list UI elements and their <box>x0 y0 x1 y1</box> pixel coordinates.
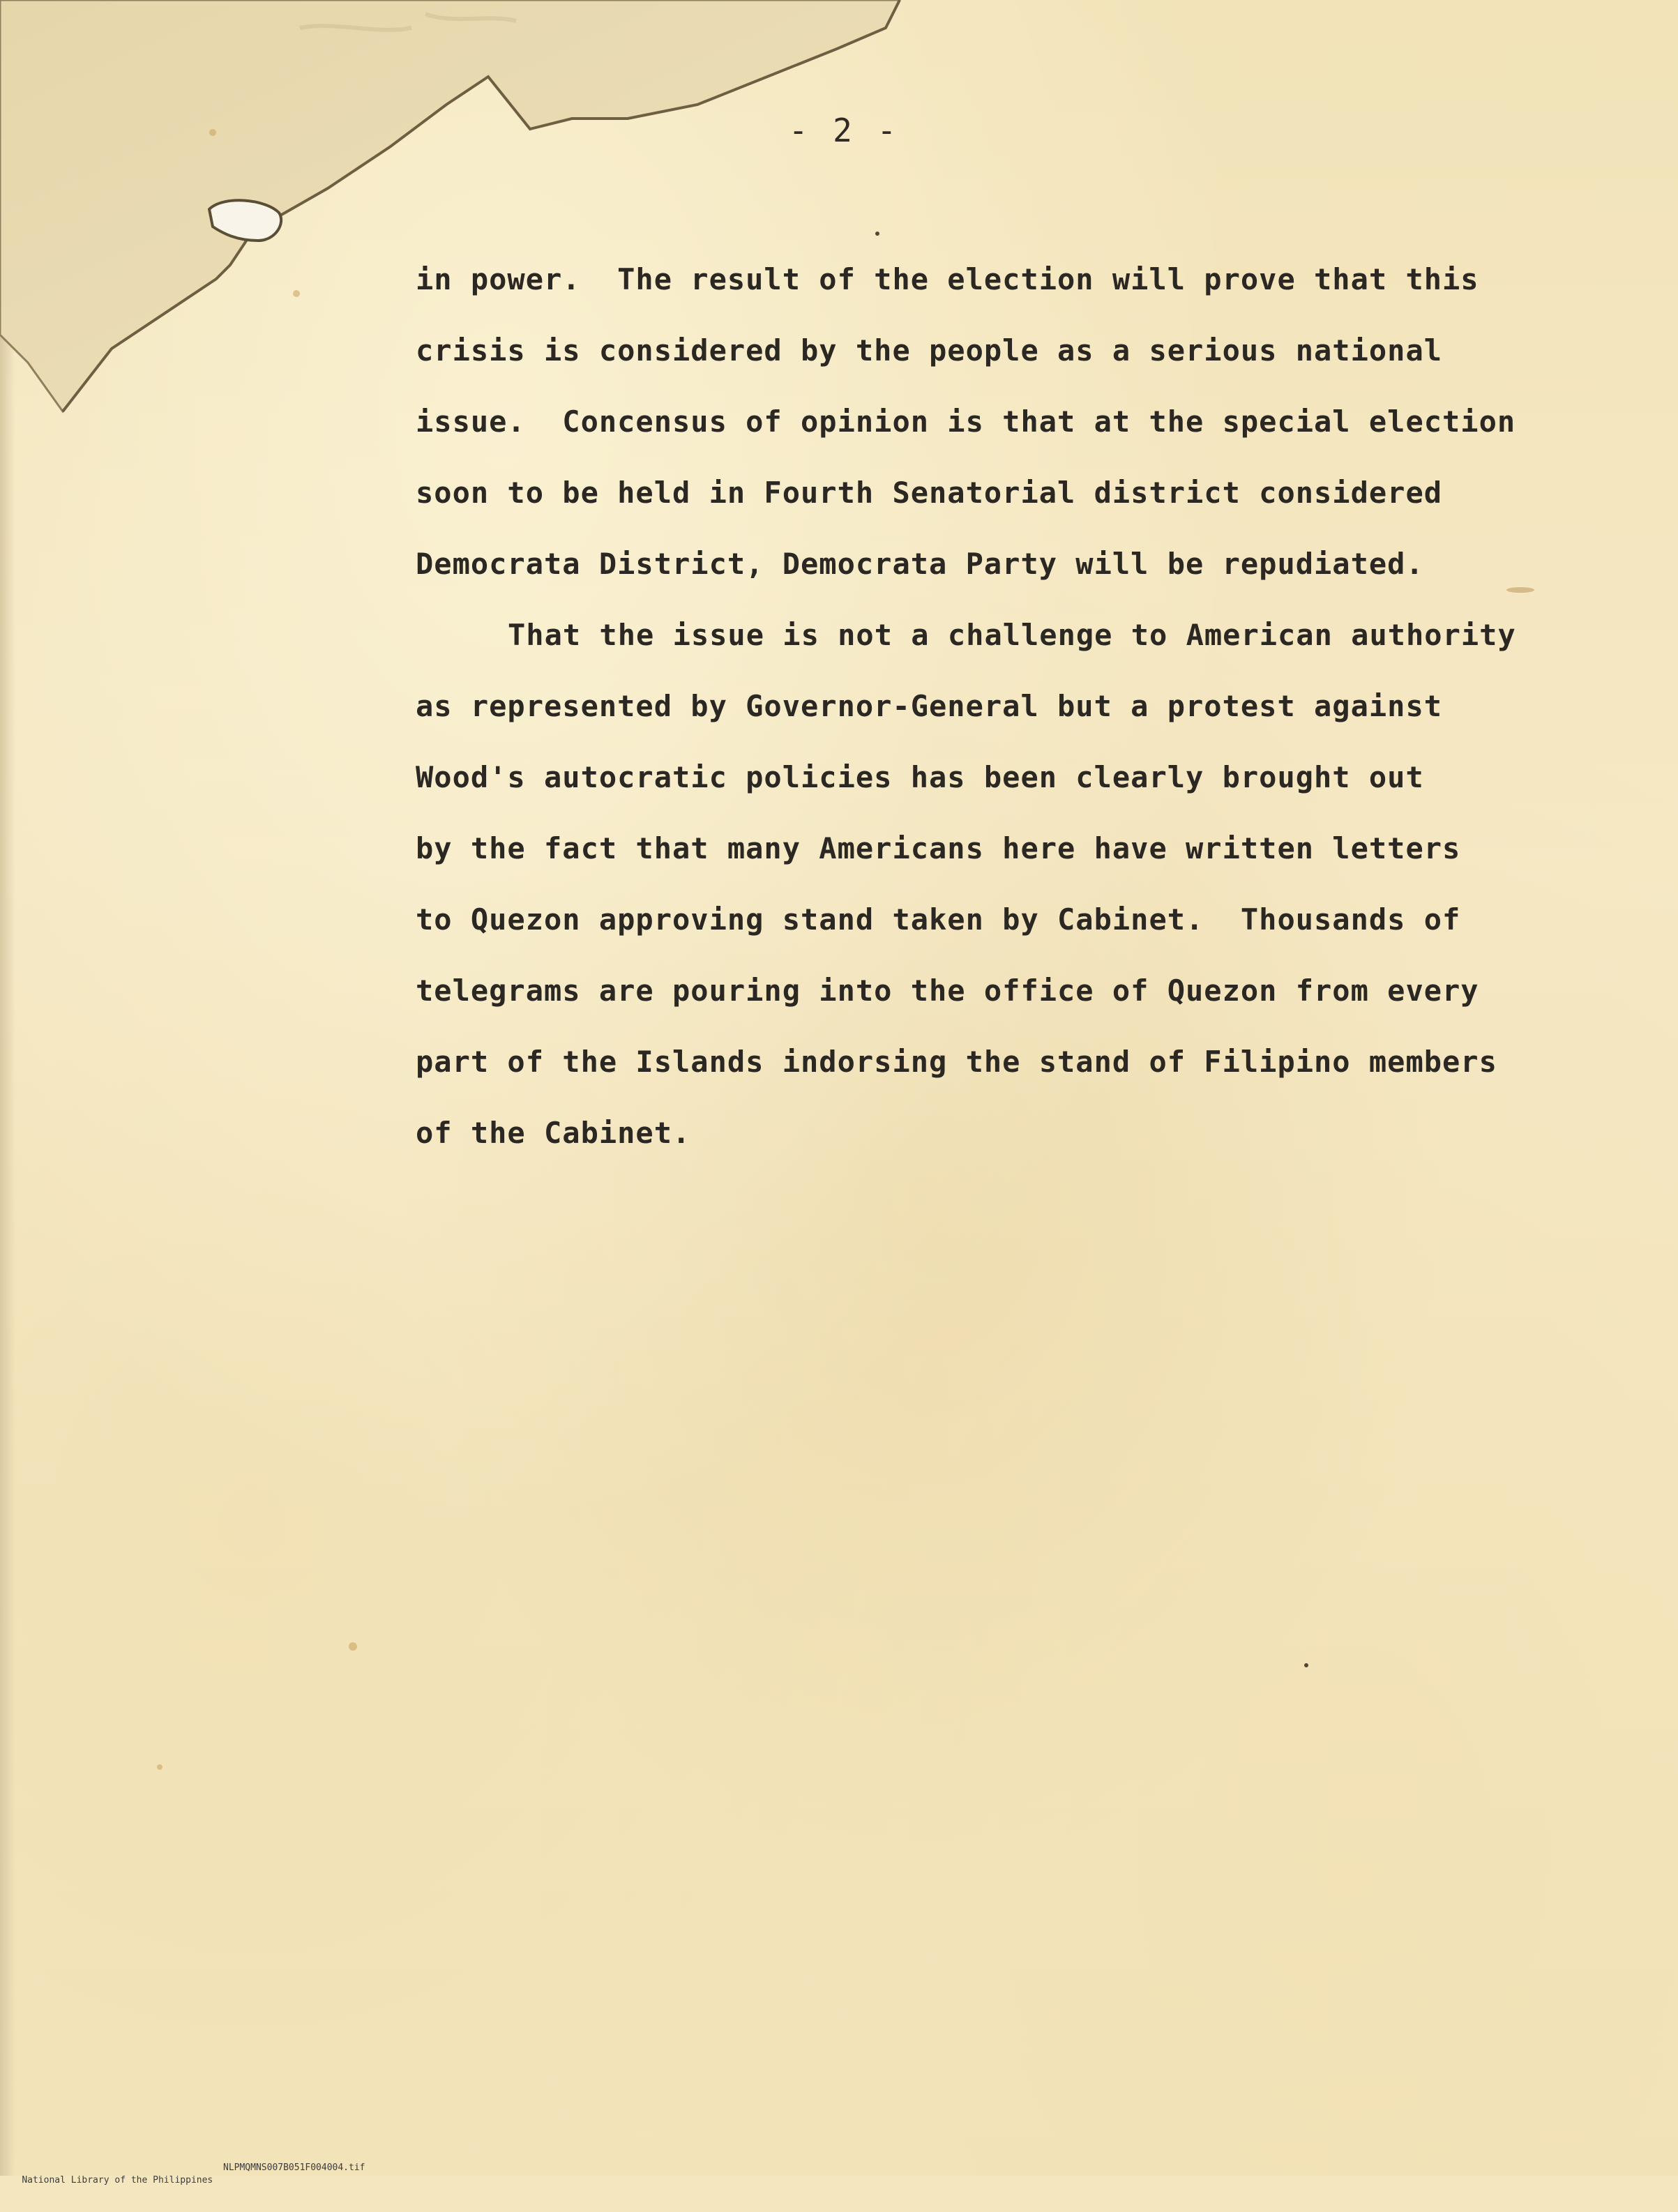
text-line-paragraph-start: That the issue is not a challenge to American authority <box>508 618 1516 652</box>
document-body <box>416 255 1532 1180</box>
text-line: as represented by Governor-General but a protest against <box>416 689 1443 723</box>
paper-stain <box>875 232 879 236</box>
text-line: crisis is considered by the people as a serious national <box>416 333 1443 368</box>
scan-filename: NLPMQMNS007B051F004004.tif <box>223 2162 365 2173</box>
text-line: to Quezon approving stand taken by Cabinet. Thousands of <box>416 902 1461 937</box>
text-line: telegrams are pouring into the office of Quezon from every <box>416 974 1479 1008</box>
text-line: Wood's autocratic policies has been clearly brought out <box>416 760 1424 794</box>
text-line: soon to be held in Fourth Senatorial district considered <box>416 476 1443 510</box>
text-line: in power. The result of the election will prove that this <box>416 262 1479 296</box>
paper-stain <box>157 1764 162 1770</box>
text-line: Democrata District, Democrata Party will be repudiated. <box>416 547 1424 581</box>
text-line: part of the Islands indorsing the stand of Filipino members <box>416 1045 1497 1079</box>
library-credit: National Library of the Philippines <box>22 2175 213 2186</box>
scan-footer <box>0 2162 697 2186</box>
text-line: by the fact that many Americans here have written letters <box>416 831 1461 865</box>
paper-stain <box>293 290 300 297</box>
paper-stain <box>209 129 216 136</box>
text-line: issue. Concensus of opinion is that at the special election <box>416 404 1516 439</box>
paper-stain <box>349 1642 357 1651</box>
text-line: of the Cabinet. <box>416 1116 691 1150</box>
page-number: - 2 - <box>788 112 900 149</box>
paper-stain <box>1304 1663 1308 1667</box>
